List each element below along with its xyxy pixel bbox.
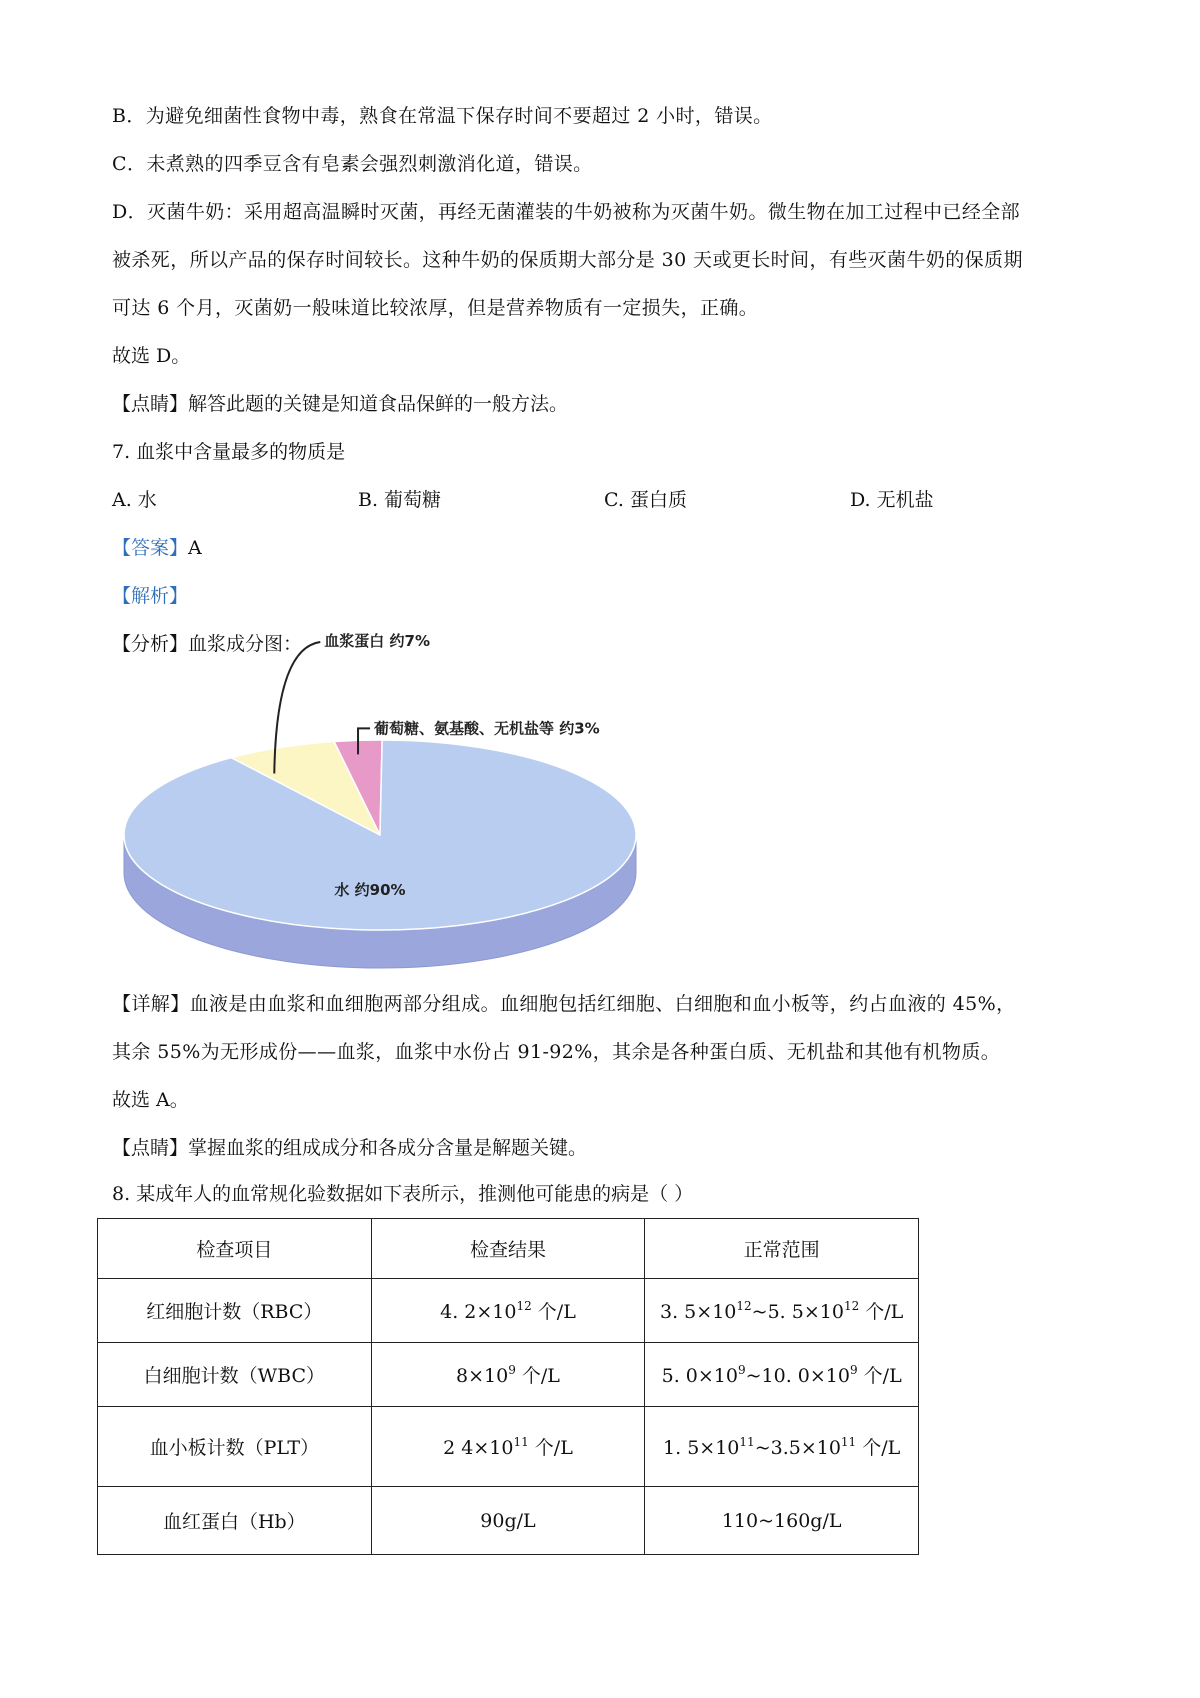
q7-analysis: 【分析】血浆成分图： [112, 633, 303, 655]
row-result: $8\times 10^9$ 个/L [371, 1343, 645, 1407]
row-item: 血红蛋白（Hb） [98, 1487, 372, 1555]
header-result: 检查结果 [371, 1219, 645, 1279]
row-result: 90g/L [371, 1487, 645, 1555]
label-water: 水 约90% [334, 881, 406, 899]
option-c-explanation: C．未煮熟的四季豆含有皂素会强烈刺激消化道，错误。 [112, 153, 593, 175]
table-row [98, 1343, 919, 1407]
answer-tag: 【答案】 [112, 537, 189, 559]
pie-group [124, 632, 636, 968]
row-result: 2 $4\times 10^{11}$ 个/L [371, 1407, 645, 1487]
q6-choice: 故选 D。 [112, 345, 191, 367]
q7-option-c: C. 蛋白质 [604, 489, 687, 511]
row-range: 110~160g/L [645, 1487, 919, 1555]
row-result: 4. $2\times 10^{12}$ 个/L [371, 1279, 645, 1343]
option-d-explanation-line-2: 被杀死，所以产品的保存时间较长。这种牛奶的保质期大部分是 30 天或更长时间，有些灭菌牛奶的保质期 [112, 249, 1023, 271]
label-plasma-protein: 血浆蛋白 约7% [324, 632, 430, 650]
q7-detail-line-1: 【详解】血液是由血浆和血细胞两部分组成。血细胞包括红细胞、白细胞和血小板等，约占血液的 45%， [112, 993, 1016, 1015]
row-range: 3. $5\times 10^{12}\sim 5$. $5\times 10^{12}$ 个/L [645, 1279, 919, 1343]
analysis-tag: 【解析】 [112, 585, 189, 607]
q8-stem: 8. 某成年人的血常规化验数据如下表所示，推测他可能患的病是（ ） [112, 1183, 694, 1205]
table-row [98, 1487, 919, 1555]
blood-test-table [97, 1218, 919, 1555]
label-glucose-etc: 葡萄糖、氨基酸、无机盐等 约3% [374, 719, 600, 738]
option-d-explanation-line-1: D．灭菌牛奶：采用超高温瞬时灭菌，再经无菌灌装的牛奶被称为灭菌牛奶。微生物在加工过程中已经全部 [112, 201, 1021, 223]
row-range: 5. $0\times 10^9\sim 10$. $0\times 10^9$ 个/L [645, 1343, 919, 1407]
option-b-explanation: B．为避免细菌性食物中毒，熟食在常温下保存时间不要超过 2 小时，错误。 [112, 105, 773, 127]
q7-option-d: D. 无机盐 [850, 489, 934, 511]
q6-tip: 【点睛】解答此题的关键是知道食品保鲜的一般方法。 [112, 393, 569, 415]
table-row [98, 1407, 919, 1487]
q7-choice: 故选 A。 [112, 1089, 189, 1111]
answer-value: A [188, 537, 202, 559]
option-d-explanation-line-3: 可达 6 个月，灭菌奶一般味道比较浓厚，但是营养物质有一定损失，正确。 [112, 297, 759, 319]
header-range: 正常范围 [645, 1219, 919, 1279]
row-item: 白细胞计数（WBC） [98, 1343, 372, 1407]
table-header-row [98, 1219, 919, 1279]
q7-tip: 【点睛】掌握血浆的组成成分和各成分含量是解题关键。 [112, 1137, 588, 1159]
q7-stem: 7. 血浆中含量最多的物质是 [112, 441, 346, 463]
q7-answer-line [112, 534, 202, 562]
row-item: 血小板计数（PLT） [98, 1407, 372, 1487]
row-range: 1. $5\times 10^{11}\sim 3.5\times 10^{11}$ 个/L [645, 1407, 919, 1487]
q7-option-b: B. 葡萄糖 [358, 489, 442, 511]
table-row [98, 1279, 919, 1343]
q7-detail-line-2: 其余 55%为无形成份——血浆，血浆中水份占 91-92%，其余是各种蛋白质、无机盐和其他有机物质。 [112, 1041, 1001, 1063]
header-item: 检查项目 [98, 1219, 372, 1279]
q7-option-a: A. 水 [112, 489, 157, 511]
row-item: 红细胞计数（RBC） [98, 1279, 372, 1343]
